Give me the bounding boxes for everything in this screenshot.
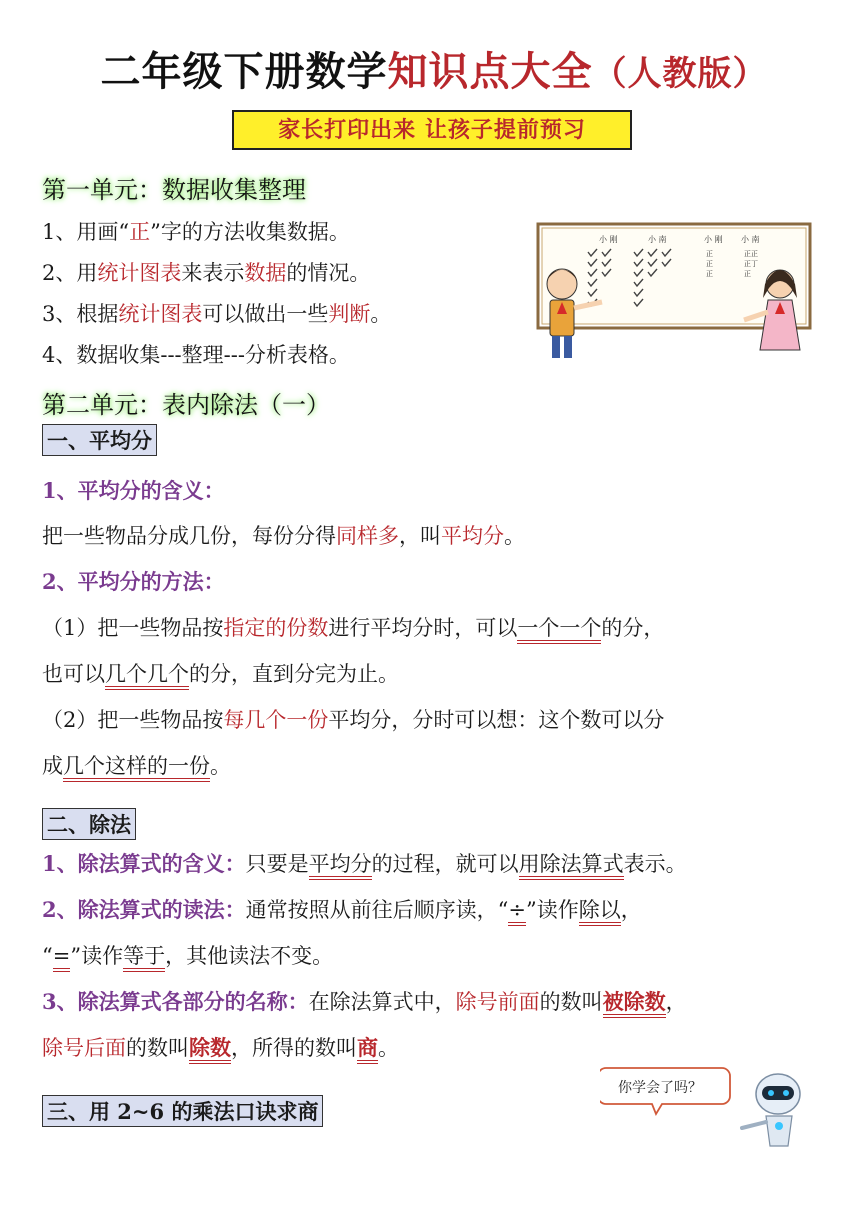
division-parts-line2 [42, 1032, 399, 1062]
text: “ [42, 944, 53, 968]
text: 3、除法算式各部分的名称： [42, 989, 309, 1014]
svg-text:正: 正 [706, 250, 713, 258]
text: 同样多 [336, 524, 399, 548]
text: 几个这样的一份 [63, 754, 210, 782]
text: 。 [370, 302, 392, 326]
tally-name-3: 小 刚 [704, 235, 723, 244]
subheading-average-meaning: 1、平均分的含义： [42, 478, 225, 503]
tally-name-1: 小 刚 [599, 235, 618, 244]
text: 判断 [328, 302, 371, 326]
text: 除号后面 [42, 1036, 126, 1060]
section-title-average: 一、平均分 [42, 424, 157, 456]
text: （2）把一些物品按 [42, 708, 224, 732]
svg-text:正正: 正正 [744, 250, 758, 258]
text: 把一些物品分成几份，每份分得 [42, 524, 336, 548]
robot-illustration [600, 1060, 810, 1150]
text: 被除数 [603, 989, 666, 1018]
text: 的分， [601, 616, 665, 640]
text: 2、除法算式的读法： [42, 897, 246, 922]
text: 2、用 [42, 261, 98, 285]
text: ，其他读法不变。 [165, 944, 334, 968]
page-title [0, 40, 868, 97]
text: 等于 [123, 944, 165, 972]
svg-text:正: 正 [706, 260, 713, 268]
text: 表示。 [623, 852, 687, 876]
text: 在除法算式中， [308, 990, 456, 1014]
banner: 家长打印出来 让孩子提前预习 [232, 110, 632, 150]
title-part2: 知识点大全 [387, 48, 593, 95]
unit1-item3 [42, 298, 391, 328]
text: 平均分 [309, 852, 372, 880]
unit1-item4: 4、数据收集---整理---分析表格。 [42, 343, 350, 367]
text: 3、根据 [42, 302, 119, 326]
title-part3: （人教版） [592, 54, 768, 94]
method2-line1 [42, 704, 664, 734]
bubble-text: 你学会了吗？ [618, 1080, 702, 1096]
text: 统计图表 [97, 261, 182, 285]
section-title-division: 二、除法 [42, 808, 136, 840]
robot-figure [742, 1074, 800, 1146]
text: ”读作 [70, 944, 124, 968]
text: 可以做出一些 [202, 302, 329, 326]
text: 。 [504, 524, 525, 548]
text: 成 [42, 754, 63, 778]
text: 除以 [579, 898, 621, 926]
text: 商 [357, 1035, 378, 1064]
text: 的情况。 [286, 261, 371, 285]
division-reading-line2 [42, 940, 333, 970]
unit1-item2 [42, 257, 370, 287]
text: ， [665, 990, 687, 1014]
text: 统计图表 [118, 302, 203, 326]
tally-name-2: 小 南 [648, 235, 667, 244]
division-parts-line1 [42, 986, 687, 1016]
division-meaning [42, 848, 687, 878]
text: ，所得的数叫 [231, 1036, 357, 1060]
title-part1: 二年级下册数学 [100, 48, 388, 95]
unit1-item1 [42, 216, 350, 246]
text: = [53, 944, 71, 972]
text: 除数 [189, 1035, 231, 1064]
unit1-heading: 第一单元：数据收集整理 [42, 176, 306, 204]
text: 数据 [244, 261, 287, 285]
text: 1、用画“ [42, 220, 130, 244]
text: 只要是 [245, 852, 309, 876]
text: 平均分，分时可以想：这个数可以分 [328, 708, 665, 732]
section-title-multiplication: 三、用 2~6 的乘法口诀求商 [42, 1095, 323, 1127]
text: 平均分 [441, 524, 504, 548]
text: 。 [378, 1036, 399, 1060]
text: ”读作 [525, 898, 579, 922]
text: 几个几个 [105, 662, 189, 690]
children-tally-illustration [536, 222, 812, 364]
text: 的数叫 [126, 1036, 189, 1060]
svg-text:正: 正 [744, 270, 751, 278]
text: （1）把一些物品按 [42, 616, 224, 640]
text: 进行平均分时，可以 [328, 616, 518, 640]
text: 。 [210, 754, 231, 778]
text: 的过程，就可以 [371, 852, 519, 876]
text: 正 [129, 220, 151, 244]
text: 1、除法算式的含义： [42, 851, 246, 876]
text: 每几个一份 [223, 708, 329, 732]
text: 除号前面 [455, 990, 540, 1014]
text: 一个一个 [517, 616, 601, 644]
text: 指定的份数 [223, 616, 329, 640]
tally-name-4: 小 南 [741, 235, 760, 244]
text: ”字的方法收集数据。 [150, 220, 350, 244]
unit2-heading: 第二单元：表内除法（一） [42, 391, 330, 419]
text: 来表示 [181, 261, 245, 285]
text: ÷ [508, 898, 526, 926]
svg-text:正丁: 正丁 [744, 260, 758, 268]
text: ，叫 [399, 524, 441, 548]
text: 通常按照从前往后顺序读，“ [245, 898, 509, 922]
text: 用除法算式 [519, 852, 624, 880]
average-meaning-text [42, 520, 525, 550]
text: 的分，直到分完为止。 [189, 662, 399, 686]
method2-line2 [42, 750, 231, 780]
subheading-average-method: 2、平均分的方法： [42, 569, 225, 594]
method1-line2 [42, 658, 399, 688]
method1-line1 [42, 612, 664, 642]
text: 的数叫 [539, 990, 603, 1014]
division-reading-line1 [42, 894, 642, 924]
svg-text:正: 正 [706, 270, 713, 278]
text: ， [620, 898, 642, 922]
text: 也可以 [42, 662, 105, 686]
